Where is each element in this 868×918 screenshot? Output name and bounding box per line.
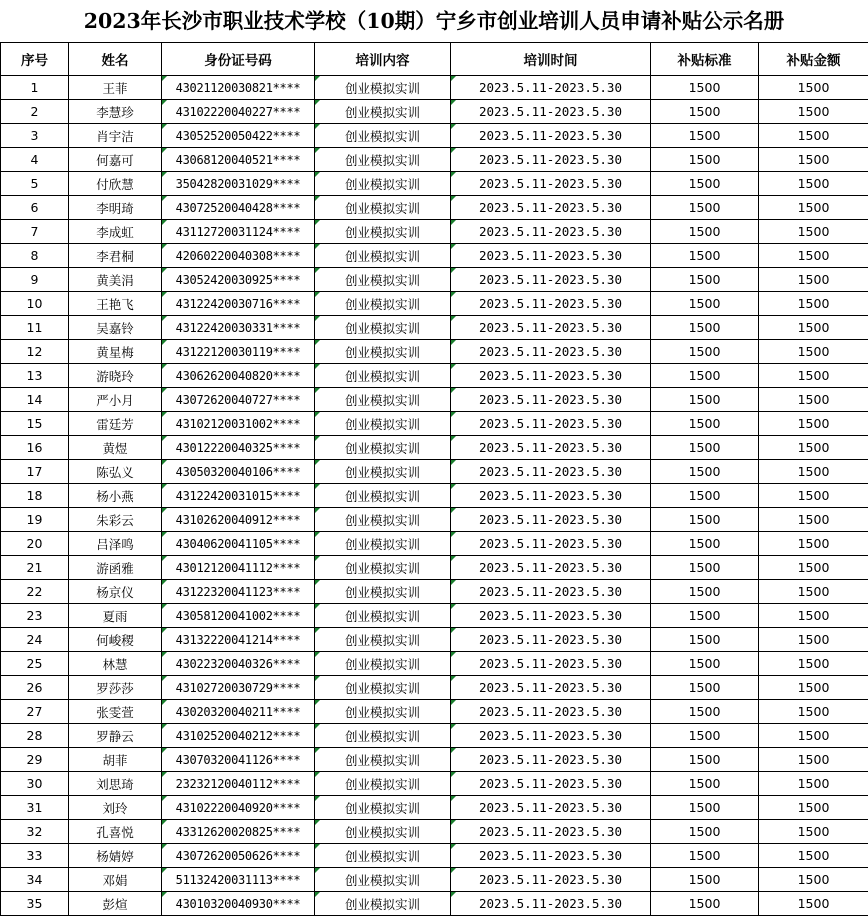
table-row xyxy=(1,772,868,796)
cell-subsidy-standard: 1500 xyxy=(651,124,759,148)
cell-id-number: 43102520040212**** xyxy=(162,724,315,748)
cell-id-number: 42060220040308**** xyxy=(162,244,315,268)
table-row xyxy=(1,220,868,244)
table-row xyxy=(1,196,868,220)
header-training-content: 培训内容 xyxy=(315,43,451,76)
cell-id-number: 43052520050422**** xyxy=(162,124,315,148)
cell-name: 罗静云 xyxy=(69,724,162,748)
cell-training-content: 创业模拟实训 xyxy=(315,676,451,700)
cell-id-number: 43072520040428**** xyxy=(162,196,315,220)
cell-index: 6 xyxy=(1,196,69,220)
table-row xyxy=(1,148,868,172)
table-row xyxy=(1,892,868,916)
cell-name: 肖宇洁 xyxy=(69,124,162,148)
cell-training-content: 创业模拟实训 xyxy=(315,268,451,292)
cell-index: 27 xyxy=(1,700,69,724)
cell-training-time: 2023.5.11-2023.5.30 xyxy=(451,796,651,820)
cell-subsidy-standard: 1500 xyxy=(651,844,759,868)
cell-subsidy-standard: 1500 xyxy=(651,556,759,580)
cell-subsidy-amount: 1500 xyxy=(759,76,868,100)
cell-id-number: 43012220040325**** xyxy=(162,436,315,460)
cell-name: 胡菲 xyxy=(69,748,162,772)
cell-id-number: 43020320040211**** xyxy=(162,700,315,724)
cell-subsidy-amount: 1500 xyxy=(759,268,868,292)
cell-name: 杨京仪 xyxy=(69,580,162,604)
cell-id-number: 43050320040106**** xyxy=(162,460,315,484)
subsidy-table xyxy=(0,42,868,916)
cell-subsidy-standard: 1500 xyxy=(651,700,759,724)
cell-name: 何嘉可 xyxy=(69,148,162,172)
cell-training-content: 创业模拟实训 xyxy=(315,364,451,388)
cell-subsidy-amount: 1500 xyxy=(759,460,868,484)
table-row xyxy=(1,700,868,724)
cell-training-time: 2023.5.11-2023.5.30 xyxy=(451,868,651,892)
cell-index: 7 xyxy=(1,220,69,244)
cell-id-number: 43010320040930**** xyxy=(162,892,315,916)
table-row xyxy=(1,364,868,388)
cell-index: 21 xyxy=(1,556,69,580)
cell-subsidy-standard: 1500 xyxy=(651,76,759,100)
cell-id-number: 43102720030729**** xyxy=(162,676,315,700)
cell-index: 9 xyxy=(1,268,69,292)
cell-subsidy-amount: 1500 xyxy=(759,652,868,676)
cell-id-number: 43012120041112**** xyxy=(162,556,315,580)
cell-training-content: 创业模拟实训 xyxy=(315,148,451,172)
cell-training-time: 2023.5.11-2023.5.30 xyxy=(451,700,651,724)
cell-training-content: 创业模拟实训 xyxy=(315,844,451,868)
cell-training-content: 创业模拟实训 xyxy=(315,820,451,844)
cell-name: 黄美涓 xyxy=(69,268,162,292)
cell-subsidy-standard: 1500 xyxy=(651,388,759,412)
cell-name: 孔喜悦 xyxy=(69,820,162,844)
cell-index: 22 xyxy=(1,580,69,604)
cell-name: 游晓玲 xyxy=(69,364,162,388)
table-row xyxy=(1,76,868,100)
table-row xyxy=(1,436,868,460)
cell-training-time: 2023.5.11-2023.5.30 xyxy=(451,76,651,100)
cell-training-content: 创业模拟实训 xyxy=(315,220,451,244)
cell-index: 23 xyxy=(1,604,69,628)
cell-id-number: 43052420030925**** xyxy=(162,268,315,292)
cell-training-content: 创业模拟实训 xyxy=(315,124,451,148)
cell-id-number: 43122420030331**** xyxy=(162,316,315,340)
cell-name: 李成虹 xyxy=(69,220,162,244)
table-row xyxy=(1,388,868,412)
table-row xyxy=(1,868,868,892)
header-index: 序号 xyxy=(1,43,69,76)
cell-training-content: 创业模拟实训 xyxy=(315,652,451,676)
cell-subsidy-standard: 1500 xyxy=(651,316,759,340)
cell-id-number: 43062620040820**** xyxy=(162,364,315,388)
table-row xyxy=(1,316,868,340)
table-row xyxy=(1,604,868,628)
cell-index: 4 xyxy=(1,148,69,172)
cell-id-number: 43132220041214**** xyxy=(162,628,315,652)
cell-name: 黄星梅 xyxy=(69,340,162,364)
cell-training-content: 创业模拟实训 xyxy=(315,772,451,796)
cell-name: 杨小燕 xyxy=(69,484,162,508)
cell-id-number: 43102220040227**** xyxy=(162,100,315,124)
cell-id-number: 43102620040912**** xyxy=(162,508,315,532)
cell-name: 朱彩云 xyxy=(69,508,162,532)
cell-subsidy-standard: 1500 xyxy=(651,652,759,676)
cell-training-time: 2023.5.11-2023.5.30 xyxy=(451,556,651,580)
cell-training-time: 2023.5.11-2023.5.30 xyxy=(451,412,651,436)
cell-subsidy-standard: 1500 xyxy=(651,820,759,844)
cell-training-content: 创业模拟实训 xyxy=(315,580,451,604)
cell-training-time: 2023.5.11-2023.5.30 xyxy=(451,580,651,604)
cell-training-time: 2023.5.11-2023.5.30 xyxy=(451,820,651,844)
cell-index: 18 xyxy=(1,484,69,508)
cell-training-content: 创业模拟实训 xyxy=(315,172,451,196)
cell-index: 35 xyxy=(1,892,69,916)
table-row xyxy=(1,100,868,124)
cell-index: 33 xyxy=(1,844,69,868)
table-row xyxy=(1,172,868,196)
cell-index: 10 xyxy=(1,292,69,316)
cell-subsidy-amount: 1500 xyxy=(759,172,868,196)
cell-id-number: 51132420031113**** xyxy=(162,868,315,892)
cell-subsidy-standard: 1500 xyxy=(651,628,759,652)
cell-name: 刘思琦 xyxy=(69,772,162,796)
cell-name: 夏雨 xyxy=(69,604,162,628)
cell-subsidy-amount: 1500 xyxy=(759,244,868,268)
cell-index: 30 xyxy=(1,772,69,796)
cell-subsidy-standard: 1500 xyxy=(651,508,759,532)
cell-subsidy-standard: 1500 xyxy=(651,772,759,796)
cell-name: 付欣慧 xyxy=(69,172,162,196)
cell-id-number: 43122420031015**** xyxy=(162,484,315,508)
cell-id-number: 23232120040112**** xyxy=(162,772,315,796)
cell-subsidy-amount: 1500 xyxy=(759,724,868,748)
cell-name: 杨婧婷 xyxy=(69,844,162,868)
cell-index: 11 xyxy=(1,316,69,340)
cell-subsidy-amount: 1500 xyxy=(759,748,868,772)
cell-id-number: 43070320041126**** xyxy=(162,748,315,772)
cell-subsidy-amount: 1500 xyxy=(759,484,868,508)
cell-training-time: 2023.5.11-2023.5.30 xyxy=(451,172,651,196)
cell-subsidy-amount: 1500 xyxy=(759,532,868,556)
table-row xyxy=(1,676,868,700)
cell-subsidy-standard: 1500 xyxy=(651,796,759,820)
cell-subsidy-amount: 1500 xyxy=(759,676,868,700)
cell-subsidy-amount: 1500 xyxy=(759,292,868,316)
cell-index: 34 xyxy=(1,868,69,892)
cell-name: 李明琦 xyxy=(69,196,162,220)
cell-training-time: 2023.5.11-2023.5.30 xyxy=(451,532,651,556)
cell-subsidy-amount: 1500 xyxy=(759,148,868,172)
cell-subsidy-standard: 1500 xyxy=(651,100,759,124)
cell-subsidy-amount: 1500 xyxy=(759,772,868,796)
cell-subsidy-amount: 1500 xyxy=(759,196,868,220)
cell-training-time: 2023.5.11-2023.5.30 xyxy=(451,772,651,796)
cell-index: 20 xyxy=(1,532,69,556)
cell-subsidy-standard: 1500 xyxy=(651,748,759,772)
cell-training-time: 2023.5.11-2023.5.30 xyxy=(451,220,651,244)
cell-subsidy-amount: 1500 xyxy=(759,892,868,916)
cell-name: 彭煊 xyxy=(69,892,162,916)
cell-id-number: 43112720031124**** xyxy=(162,220,315,244)
cell-training-content: 创业模拟实训 xyxy=(315,388,451,412)
cell-name: 游函雅 xyxy=(69,556,162,580)
cell-subsidy-standard: 1500 xyxy=(651,724,759,748)
cell-subsidy-standard: 1500 xyxy=(651,220,759,244)
cell-training-time: 2023.5.11-2023.5.30 xyxy=(451,196,651,220)
cell-name: 吕泽鸣 xyxy=(69,532,162,556)
table-row xyxy=(1,628,868,652)
table-row xyxy=(1,244,868,268)
cell-training-time: 2023.5.11-2023.5.30 xyxy=(451,748,651,772)
cell-subsidy-amount: 1500 xyxy=(759,508,868,532)
cell-subsidy-amount: 1500 xyxy=(759,100,868,124)
cell-subsidy-standard: 1500 xyxy=(651,604,759,628)
cell-subsidy-standard: 1500 xyxy=(651,580,759,604)
cell-subsidy-standard: 1500 xyxy=(651,244,759,268)
cell-name: 刘玲 xyxy=(69,796,162,820)
cell-index: 19 xyxy=(1,508,69,532)
cell-subsidy-amount: 1500 xyxy=(759,796,868,820)
cell-subsidy-amount: 1500 xyxy=(759,700,868,724)
table-body xyxy=(1,76,868,916)
cell-id-number: 43058120041002**** xyxy=(162,604,315,628)
table-row xyxy=(1,484,868,508)
table-row xyxy=(1,652,868,676)
cell-subsidy-standard: 1500 xyxy=(651,340,759,364)
cell-name: 吴嘉铃 xyxy=(69,316,162,340)
cell-training-time: 2023.5.11-2023.5.30 xyxy=(451,628,651,652)
cell-name: 陈弘义 xyxy=(69,460,162,484)
cell-subsidy-standard: 1500 xyxy=(651,412,759,436)
cell-training-content: 创业模拟实训 xyxy=(315,604,451,628)
header-subsidy-amount: 补贴金额 xyxy=(759,43,868,76)
cell-training-content: 创业模拟实训 xyxy=(315,508,451,532)
cell-index: 1 xyxy=(1,76,69,100)
cell-id-number: 35042820031029**** xyxy=(162,172,315,196)
cell-index: 16 xyxy=(1,436,69,460)
cell-index: 12 xyxy=(1,340,69,364)
cell-training-time: 2023.5.11-2023.5.30 xyxy=(451,724,651,748)
cell-training-content: 创业模拟实训 xyxy=(315,436,451,460)
table-row xyxy=(1,124,868,148)
cell-id-number: 43122320041123**** xyxy=(162,580,315,604)
cell-training-time: 2023.5.11-2023.5.30 xyxy=(451,100,651,124)
cell-name: 严小月 xyxy=(69,388,162,412)
table-row xyxy=(1,268,868,292)
cell-training-content: 创业模拟实训 xyxy=(315,316,451,340)
cell-training-content: 创业模拟实训 xyxy=(315,196,451,220)
cell-subsidy-amount: 1500 xyxy=(759,340,868,364)
cell-training-content: 创业模拟实训 xyxy=(315,100,451,124)
cell-subsidy-amount: 1500 xyxy=(759,364,868,388)
cell-index: 15 xyxy=(1,412,69,436)
cell-subsidy-amount: 1500 xyxy=(759,316,868,340)
cell-training-time: 2023.5.11-2023.5.30 xyxy=(451,892,651,916)
cell-subsidy-standard: 1500 xyxy=(651,460,759,484)
cell-id-number: 43122120030119**** xyxy=(162,340,315,364)
cell-index: 26 xyxy=(1,676,69,700)
cell-training-content: 创业模拟实训 xyxy=(315,484,451,508)
header-subsidy-standard: 补贴标准 xyxy=(651,43,759,76)
cell-training-time: 2023.5.11-2023.5.30 xyxy=(451,148,651,172)
cell-training-content: 创业模拟实训 xyxy=(315,700,451,724)
cell-index: 14 xyxy=(1,388,69,412)
cell-name: 李慧珍 xyxy=(69,100,162,124)
cell-subsidy-amount: 1500 xyxy=(759,556,868,580)
cell-subsidy-standard: 1500 xyxy=(651,268,759,292)
cell-subsidy-amount: 1500 xyxy=(759,844,868,868)
cell-training-time: 2023.5.11-2023.5.30 xyxy=(451,364,651,388)
cell-index: 3 xyxy=(1,124,69,148)
cell-name: 何峻稷 xyxy=(69,628,162,652)
cell-id-number: 43102220040920**** xyxy=(162,796,315,820)
cell-subsidy-standard: 1500 xyxy=(651,892,759,916)
cell-subsidy-standard: 1500 xyxy=(651,364,759,388)
cell-training-content: 创业模拟实训 xyxy=(315,292,451,316)
cell-name: 雷廷芳 xyxy=(69,412,162,436)
table-row xyxy=(1,460,868,484)
cell-subsidy-standard: 1500 xyxy=(651,196,759,220)
cell-name: 黄煜 xyxy=(69,436,162,460)
cell-name: 罗莎莎 xyxy=(69,676,162,700)
table-row xyxy=(1,748,868,772)
cell-id-number: 43068120040521**** xyxy=(162,148,315,172)
cell-training-time: 2023.5.11-2023.5.30 xyxy=(451,436,651,460)
table-row xyxy=(1,340,868,364)
cell-training-content: 创业模拟实训 xyxy=(315,748,451,772)
cell-index: 32 xyxy=(1,820,69,844)
header-id-number: 身份证号码 xyxy=(162,43,315,76)
cell-subsidy-amount: 1500 xyxy=(759,604,868,628)
cell-subsidy-amount: 1500 xyxy=(759,628,868,652)
cell-training-time: 2023.5.11-2023.5.30 xyxy=(451,676,651,700)
cell-training-content: 创业模拟实训 xyxy=(315,244,451,268)
table-row xyxy=(1,532,868,556)
cell-name: 李君桐 xyxy=(69,244,162,268)
cell-training-time: 2023.5.11-2023.5.30 xyxy=(451,604,651,628)
table-row xyxy=(1,508,868,532)
cell-subsidy-amount: 1500 xyxy=(759,580,868,604)
cell-id-number: 43021120030821**** xyxy=(162,76,315,100)
cell-id-number: 43072620050626**** xyxy=(162,844,315,868)
cell-subsidy-amount: 1500 xyxy=(759,412,868,436)
cell-subsidy-standard: 1500 xyxy=(651,676,759,700)
cell-name: 张雯萱 xyxy=(69,700,162,724)
cell-training-content: 创业模拟实训 xyxy=(315,628,451,652)
cell-training-time: 2023.5.11-2023.5.30 xyxy=(451,316,651,340)
cell-name: 林慧 xyxy=(69,652,162,676)
cell-training-time: 2023.5.11-2023.5.30 xyxy=(451,460,651,484)
cell-training-content: 创业模拟实训 xyxy=(315,796,451,820)
cell-index: 2 xyxy=(1,100,69,124)
cell-subsidy-standard: 1500 xyxy=(651,484,759,508)
cell-training-time: 2023.5.11-2023.5.30 xyxy=(451,508,651,532)
cell-training-content: 创业模拟实训 xyxy=(315,868,451,892)
header-training-time: 培训时间 xyxy=(451,43,651,76)
cell-name: 王菲 xyxy=(69,76,162,100)
cell-training-time: 2023.5.11-2023.5.30 xyxy=(451,388,651,412)
cell-subsidy-amount: 1500 xyxy=(759,220,868,244)
cell-id-number: 43072620040727**** xyxy=(162,388,315,412)
table-row xyxy=(1,844,868,868)
table-row xyxy=(1,556,868,580)
cell-training-content: 创业模拟实训 xyxy=(315,412,451,436)
cell-id-number: 43122420030716**** xyxy=(162,292,315,316)
cell-id-number: 43312620020825**** xyxy=(162,820,315,844)
table-row xyxy=(1,796,868,820)
cell-index: 28 xyxy=(1,724,69,748)
cell-training-time: 2023.5.11-2023.5.30 xyxy=(451,652,651,676)
table-row xyxy=(1,820,868,844)
cell-training-time: 2023.5.11-2023.5.30 xyxy=(451,268,651,292)
cell-training-time: 2023.5.11-2023.5.30 xyxy=(451,484,651,508)
cell-subsidy-standard: 1500 xyxy=(651,532,759,556)
cell-subsidy-standard: 1500 xyxy=(651,868,759,892)
cell-subsidy-standard: 1500 xyxy=(651,436,759,460)
cell-index: 24 xyxy=(1,628,69,652)
cell-name: 王艳飞 xyxy=(69,292,162,316)
cell-subsidy-amount: 1500 xyxy=(759,388,868,412)
cell-training-content: 创业模拟实训 xyxy=(315,340,451,364)
cell-training-content: 创业模拟实训 xyxy=(315,724,451,748)
cell-index: 17 xyxy=(1,460,69,484)
cell-subsidy-standard: 1500 xyxy=(651,172,759,196)
cell-id-number: 43102120031002**** xyxy=(162,412,315,436)
cell-training-time: 2023.5.11-2023.5.30 xyxy=(451,244,651,268)
cell-index: 25 xyxy=(1,652,69,676)
table-row xyxy=(1,724,868,748)
cell-subsidy-standard: 1500 xyxy=(651,148,759,172)
table-header-row xyxy=(1,43,868,76)
cell-training-content: 创业模拟实训 xyxy=(315,532,451,556)
cell-index: 8 xyxy=(1,244,69,268)
cell-training-content: 创业模拟实训 xyxy=(315,76,451,100)
table-row xyxy=(1,412,868,436)
cell-subsidy-amount: 1500 xyxy=(759,436,868,460)
cell-training-time: 2023.5.11-2023.5.30 xyxy=(451,844,651,868)
cell-subsidy-amount: 1500 xyxy=(759,820,868,844)
cell-training-time: 2023.5.11-2023.5.30 xyxy=(451,340,651,364)
header-name: 姓名 xyxy=(69,43,162,76)
cell-subsidy-standard: 1500 xyxy=(651,292,759,316)
cell-index: 29 xyxy=(1,748,69,772)
cell-index: 13 xyxy=(1,364,69,388)
cell-subsidy-amount: 1500 xyxy=(759,868,868,892)
cell-id-number: 43022320040326**** xyxy=(162,652,315,676)
cell-id-number: 43040620041105**** xyxy=(162,532,315,556)
cell-name: 邓娟 xyxy=(69,868,162,892)
cell-subsidy-amount: 1500 xyxy=(759,124,868,148)
cell-training-content: 创业模拟实训 xyxy=(315,460,451,484)
cell-index: 5 xyxy=(1,172,69,196)
cell-training-content: 创业模拟实训 xyxy=(315,556,451,580)
cell-training-time: 2023.5.11-2023.5.30 xyxy=(451,292,651,316)
table-row xyxy=(1,292,868,316)
page-title: 2023年长沙市职业技术学校（10期）宁乡市创业培训人员申请补贴公示名册 xyxy=(83,9,785,33)
cell-training-content: 创业模拟实训 xyxy=(315,892,451,916)
cell-training-time: 2023.5.11-2023.5.30 xyxy=(451,124,651,148)
cell-index: 31 xyxy=(1,796,69,820)
table-row xyxy=(1,580,868,604)
